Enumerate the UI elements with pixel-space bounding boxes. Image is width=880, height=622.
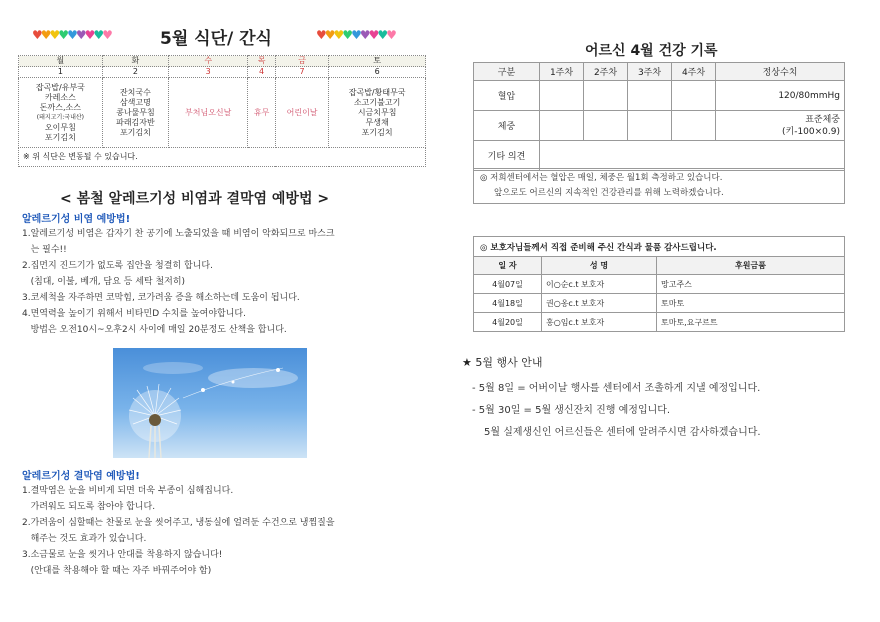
hearts-decoration-right xyxy=(316,28,395,42)
menu-day-header: 월 xyxy=(19,56,103,67)
menu-item: 소고기불고기 xyxy=(353,97,401,107)
heart-icon: ♥ xyxy=(386,28,395,42)
event-line: 5월 실제생신인 어르신들은 센터에 알려주시면 감사하겠습니다. xyxy=(484,427,761,438)
hearts-decoration-left xyxy=(32,28,111,42)
menu-day-items xyxy=(248,78,276,148)
events-list xyxy=(472,378,872,444)
thanks-name: 홍○임c.t 보호자 xyxy=(542,313,657,332)
thanks-header-cell: 성 명 xyxy=(542,257,657,275)
health-normal-value xyxy=(716,81,845,111)
event-line: - 5월 8일 = 어버이날 행사를 센터에서 조촐하게 지낼 예정입니다. xyxy=(472,383,761,394)
normal-value-line: 120/80mmHg xyxy=(778,90,840,101)
health-header-row xyxy=(474,63,845,81)
heart-icon: ♥ xyxy=(75,28,85,42)
thanks-header-cell: 후원금품 xyxy=(657,257,845,275)
menu-item: 무생채 xyxy=(365,117,389,127)
menu-day-items xyxy=(329,78,426,148)
heart-icon: ♥ xyxy=(49,28,59,42)
health-cell xyxy=(672,111,716,141)
health-cell xyxy=(628,81,672,111)
health-cell xyxy=(540,81,584,111)
heart-icon: ♥ xyxy=(84,28,94,42)
menu-day-items xyxy=(169,78,248,148)
menu-item: 카레소스 xyxy=(44,92,76,102)
text-line: 방법은 오전10시~오후2시 사이에 매일 20분정도 산책을 합니다. xyxy=(22,325,287,335)
menu-item: 부처님오신날 xyxy=(185,107,232,117)
heart-icon: ♥ xyxy=(333,28,343,42)
menu-date-header: 4 xyxy=(248,67,276,78)
rhinitis-title: 알레르기성 비염 예방법! xyxy=(22,214,131,225)
menu-day-items xyxy=(19,78,103,148)
menu-item: 잔치국수 xyxy=(119,87,151,97)
health-cell xyxy=(540,111,584,141)
health-table xyxy=(473,62,845,171)
text-line: 3.코세척을 자주하면 코막힘, 코가려움 증을 해소하는데 도움이 됩니다. xyxy=(22,293,300,303)
heart-icon: ♥ xyxy=(324,28,334,42)
health-header-cell: 3주차 xyxy=(628,63,672,81)
menu-day-header: 목 xyxy=(248,56,276,67)
health-header-cell: 1주차 xyxy=(540,63,584,81)
normal-value-line: 표준체중 xyxy=(805,114,840,125)
menu-title: 5월 식단/ 간식 xyxy=(160,29,272,49)
menu-item: 시금치무침 xyxy=(357,107,397,117)
thanks-header-row xyxy=(474,257,845,275)
dandelion-photo xyxy=(113,348,307,458)
conjunctivitis-text xyxy=(22,483,432,579)
heart-icon: ♥ xyxy=(58,28,68,42)
prevention-heading: < 봄철 알레르기성 비염과 결막염 예방법 > xyxy=(60,191,330,207)
health-row xyxy=(474,141,845,171)
heart-icon: ♥ xyxy=(316,28,325,42)
menu-day-row xyxy=(19,56,426,67)
thanks-date: 4월18일 xyxy=(474,294,542,313)
menu-date-row xyxy=(19,67,426,78)
heart-icon: ♥ xyxy=(40,28,50,42)
thanks-item: 망고주스 xyxy=(657,275,845,294)
heart-icon: ♥ xyxy=(67,28,76,42)
health-title: 어르신 4월 건강 기록 xyxy=(585,43,718,59)
menu-item: 잡곡밥/유부국 xyxy=(35,82,85,92)
health-header-cell: 2주차 xyxy=(584,63,628,81)
thanks-title: ◎ 보호자님들께서 직접 준비해 주신 간식과 물품 감사드립니다. xyxy=(474,237,845,257)
text-line: 2.집먼지 진드기가 없도록 집안을 청결히 합니다. xyxy=(22,261,213,271)
health-note xyxy=(473,168,845,204)
thanks-table xyxy=(473,236,845,332)
menu-date-header: 2 xyxy=(102,67,168,78)
thanks-row xyxy=(474,275,845,294)
menu-day-items xyxy=(275,78,328,148)
heart-icon: ♥ xyxy=(93,28,103,42)
text-line: 는 필수!! xyxy=(22,245,67,255)
menu-item: 오이무침 xyxy=(44,122,76,132)
health-note-line1: ◎ 저희센터에서는 혈압은 매일, 체중은 월1회 측정하고 있습니다. xyxy=(480,173,723,183)
heart-icon: ♥ xyxy=(359,28,369,42)
events-title: ★ 5월 행사 안내 xyxy=(462,356,543,369)
event-line: - 5월 30일 = 5월 생신잔치 진행 예정입니다. xyxy=(472,405,671,416)
menu-item: 어린이날 xyxy=(286,107,318,117)
text-line: 해주는 것도 효과가 있습니다. xyxy=(22,534,147,544)
menu-day-header: 화 xyxy=(102,56,168,67)
heart-icon: ♥ xyxy=(342,28,352,42)
heart-icon: ♥ xyxy=(102,28,111,42)
text-line: (침대, 이불, 베개, 담요 등 세탁 철저히) xyxy=(22,277,186,287)
menu-day-header: 수 xyxy=(169,56,248,67)
menu-item: 휴무 xyxy=(253,107,270,117)
health-cell xyxy=(672,81,716,111)
text-line: 가려워도 되도록 참아야 합니다. xyxy=(22,502,156,512)
menu-item: 콩나물무침 xyxy=(116,107,155,117)
menu-items-row xyxy=(19,78,426,148)
health-header-cell: 정상수치 xyxy=(716,63,845,81)
conjunctivitis-title: 알레르기성 결막염 예방법! xyxy=(22,471,140,482)
menu-day-header: 금 xyxy=(275,56,328,67)
menu-date-header: 6 xyxy=(329,67,426,78)
normal-value-line: (키-100×0.9) xyxy=(782,126,840,137)
menu-day-items xyxy=(102,78,168,148)
heart-icon: ♥ xyxy=(377,28,387,42)
text-line: 3.소금물로 눈을 씻거나 안대를 착용하지 않습니다! xyxy=(22,550,223,560)
thanks-date: 4월20일 xyxy=(474,313,542,332)
health-note-line2: 앞으로도 어르신의 지속적인 건강관리를 위해 노력하겠습니다. xyxy=(494,188,724,198)
thanks-row xyxy=(474,294,845,313)
menu-item: 돈까스,소스 xyxy=(39,102,81,112)
health-cell xyxy=(628,111,672,141)
thanks-name: 권○옹c.t 보호자 xyxy=(542,294,657,313)
thanks-row xyxy=(474,313,845,332)
heart-icon: ♥ xyxy=(351,28,360,42)
text-line: (안대를 착용해야 할 때는 자주 바꿔주어야 함) xyxy=(22,566,212,576)
health-row-label: 혈압 xyxy=(474,81,540,111)
menu-item: 포기김치 xyxy=(119,127,151,137)
thanks-item: 토마토 xyxy=(657,294,845,313)
menu-item: 잡곡밥/황태무국 xyxy=(348,87,406,97)
health-header-cell: 구분 xyxy=(474,63,540,81)
text-line: 4.면역력을 높이기 위해서 비타민D 수치를 높여야합니다. xyxy=(22,309,246,319)
health-row xyxy=(474,81,845,111)
text-line: 2.가려움이 심할때는 찬물로 눈을 씻어주고, 냉동실에 얼려둔 수건으로 냉찜질을 xyxy=(22,518,335,528)
thanks-name: 이○순c.t 보호자 xyxy=(542,275,657,294)
menu-date-header: 3 xyxy=(169,67,248,78)
menu-item: 삼색고명 xyxy=(119,97,151,107)
rhinitis-text xyxy=(22,226,432,338)
health-row-label: 체중 xyxy=(474,111,540,141)
health-row xyxy=(474,111,845,141)
text-line: 1.알레르기성 비염은 갑자기 찬 공기에 노출되었을 때 비염이 악화되므로 마스크 xyxy=(22,229,335,239)
thanks-item: 토마토,요구르트 xyxy=(657,313,845,332)
menu-item: 포기김치 xyxy=(44,132,76,142)
menu-table xyxy=(18,55,426,167)
thanks-date: 4월07일 xyxy=(474,275,542,294)
menu-item: 파래김자반 xyxy=(116,117,155,127)
health-cell xyxy=(584,81,628,111)
menu-date-header: 7 xyxy=(275,67,328,78)
menu-item: 포기김치 xyxy=(361,127,393,137)
menu-day-header: 토 xyxy=(329,56,426,67)
health-cell xyxy=(540,141,845,171)
menu-item: (돼지고기:국내산) xyxy=(36,113,85,121)
heart-icon: ♥ xyxy=(32,28,41,42)
thanks-header-cell: 일 자 xyxy=(474,257,542,275)
heart-icon: ♥ xyxy=(368,28,378,42)
menu-note: ※ 위 식단은 변동될 수 있습니다. xyxy=(19,148,426,167)
health-normal-value xyxy=(716,111,845,141)
health-cell xyxy=(584,111,628,141)
text-line: 1.결막염은 눈을 비비게 되면 더욱 부종이 심해집니다. xyxy=(22,486,234,496)
health-row-label: 기타 의견 xyxy=(474,141,540,171)
health-header-cell: 4주차 xyxy=(672,63,716,81)
menu-date-header: 1 xyxy=(19,67,103,78)
